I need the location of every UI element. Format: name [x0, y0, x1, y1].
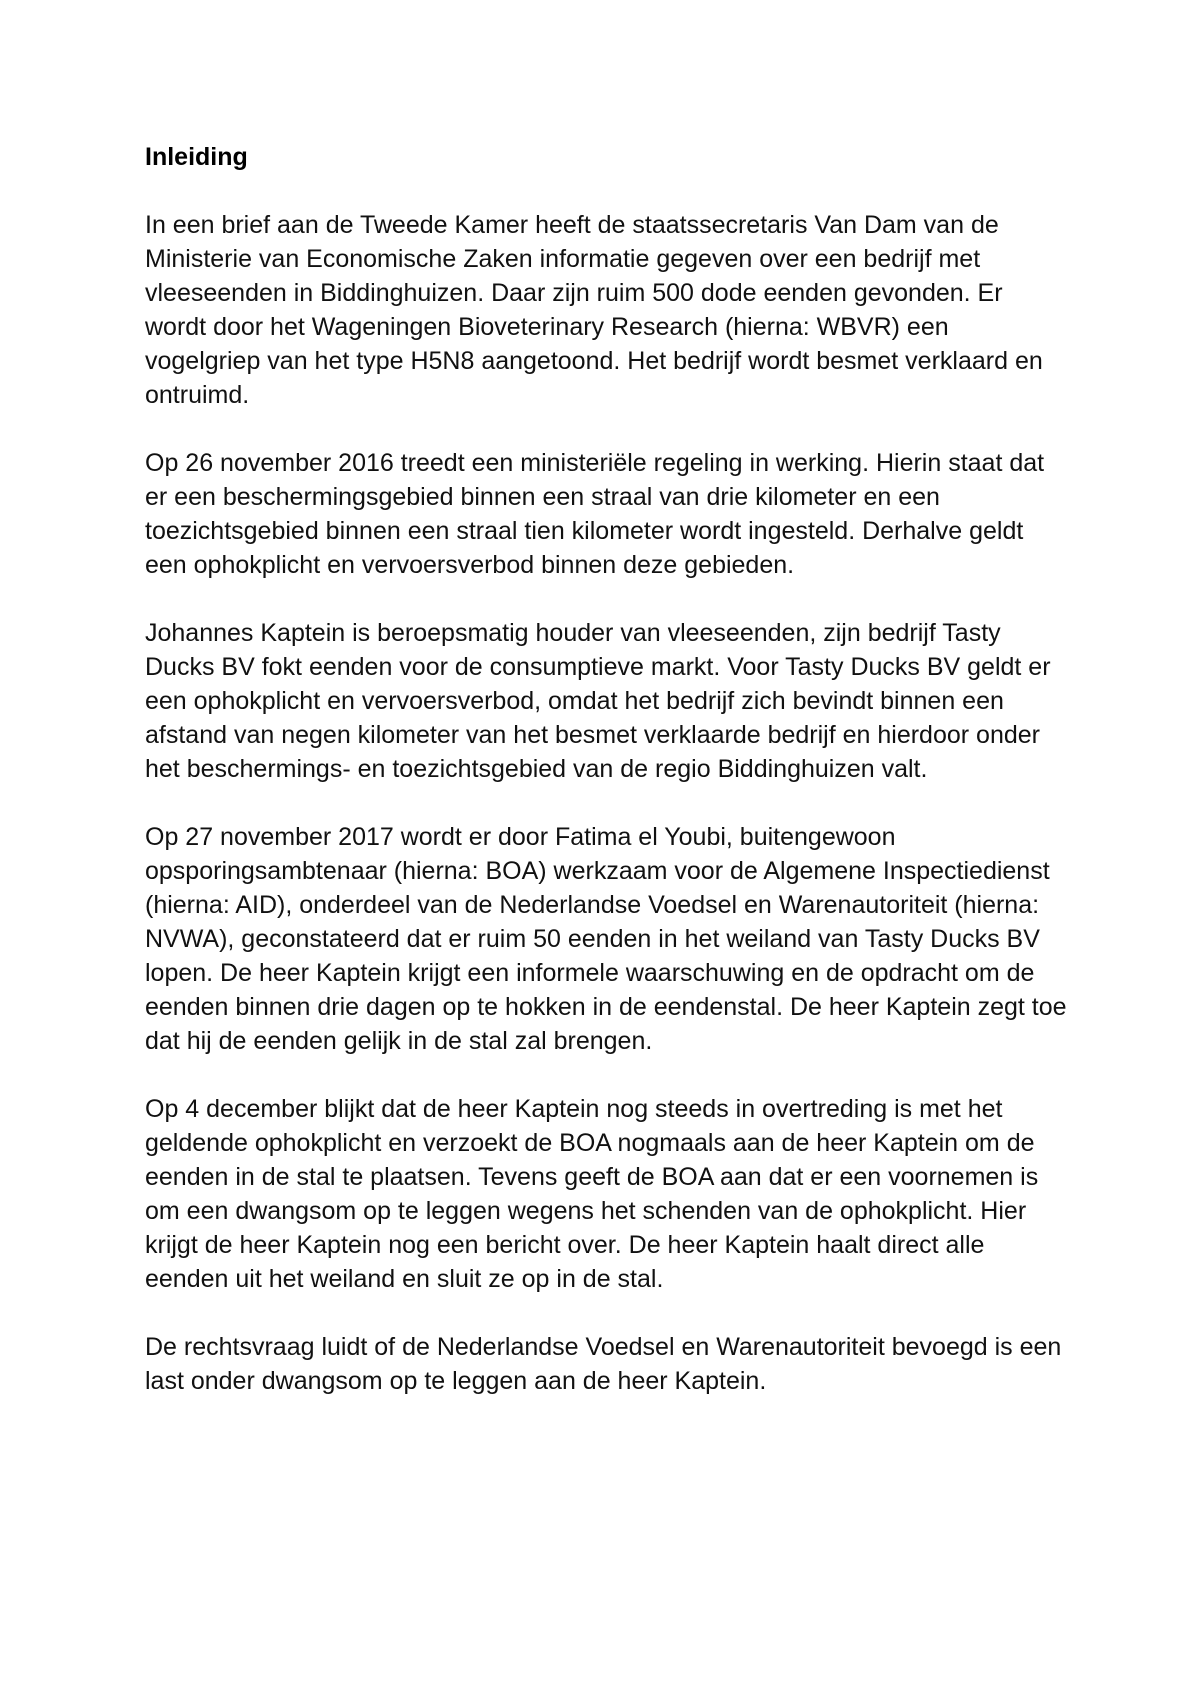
- company-paragraph: Johannes Kaptein is beroepsmatig houder van vleeseenden, zijn bedrijf Tasty Ducks BV fokt eenden voor de consumptieve markt. Voor Tasty Ducks BV geldt er een ophokplicht en vervoersverbod, omdat het bedrijf zich bevindt binnen een afstand van negen kilometer van het besmet verklaarde bedrijf en hierdoor onder het beschermings- en toezichtsgebied van de regio Biddinghuizen valt.: [145, 619, 1051, 783]
- legal-question-paragraph: De rechtsvraag luidt of de Nederlandse Voedsel en Warenautoriteit bevoegd is een last onder dwangsom op te leggen aan de heer Kaptein.: [145, 1333, 1062, 1395]
- inspection-paragraph: Op 27 november 2017 wordt er door Fatima el Youbi, buitengewoon opsporingsambtenaar (hierna: BOA) werkzaam voor de Algemene Inspectiedienst (hierna: AID), onderdeel van de Nederlandse Voedsel en Warenautoriteit (hierna: NVWA), geconstateerd dat er ruim 50 eenden in het weiland van Tasty Ducks BV lopen. De heer Kaptein krijgt een informele waarschuwing en de opdracht om de eenden binnen drie dagen op te hokken in de eendenstal. De heer Kaptein zegt toe dat hij de eenden gelijk in de stal zal brengen.: [145, 823, 1067, 1055]
- introduction-paragraph: In een brief aan de Tweede Kamer heeft de staatssecretaris Van Dam van de Ministerie van Economische Zaken informatie gegeven over een bedrijf met vleeseenden in Biddinghuizen. Daar zijn ruim 500 dode eenden gevonden. Er wordt door het Wageningen Bioveterinary Research (hierna: WBVR) een vogelgriep van het type H5N8 aangetoond. Het bedrijf wordt besmet verklaard en ontruimd.: [145, 211, 1043, 409]
- document-body: [145, 140, 1070, 1398]
- regulation-paragraph: Op 26 november 2016 treedt een ministeriële regeling in werking. Hierin staat dat er een beschermingsgebied binnen een straal van drie kilometer en een toezichtsgebied binnen een straal tien kilometer wordt ingesteld. Derhalve geldt een ophokplicht en vervoersverbod binnen deze gebieden.: [145, 449, 1045, 579]
- follow-up-paragraph: Op 4 december blijkt dat de heer Kaptein nog steeds in overtreding is met het geldende ophokplicht en verzoekt de BOA nogmaals aan de heer Kaptein om de eenden in de stal te plaatsen. Tevens geeft de BOA aan dat er een voornemen is om een dwangsom op te leggen wegens het schenden van de ophokplicht. Hier krijgt de heer Kaptein nog een bericht over. De heer Kaptein haalt direct alle eenden uit het weiland en sluit ze op in de stal.: [145, 1095, 1039, 1293]
- document-heading: Inleiding: [145, 143, 248, 171]
